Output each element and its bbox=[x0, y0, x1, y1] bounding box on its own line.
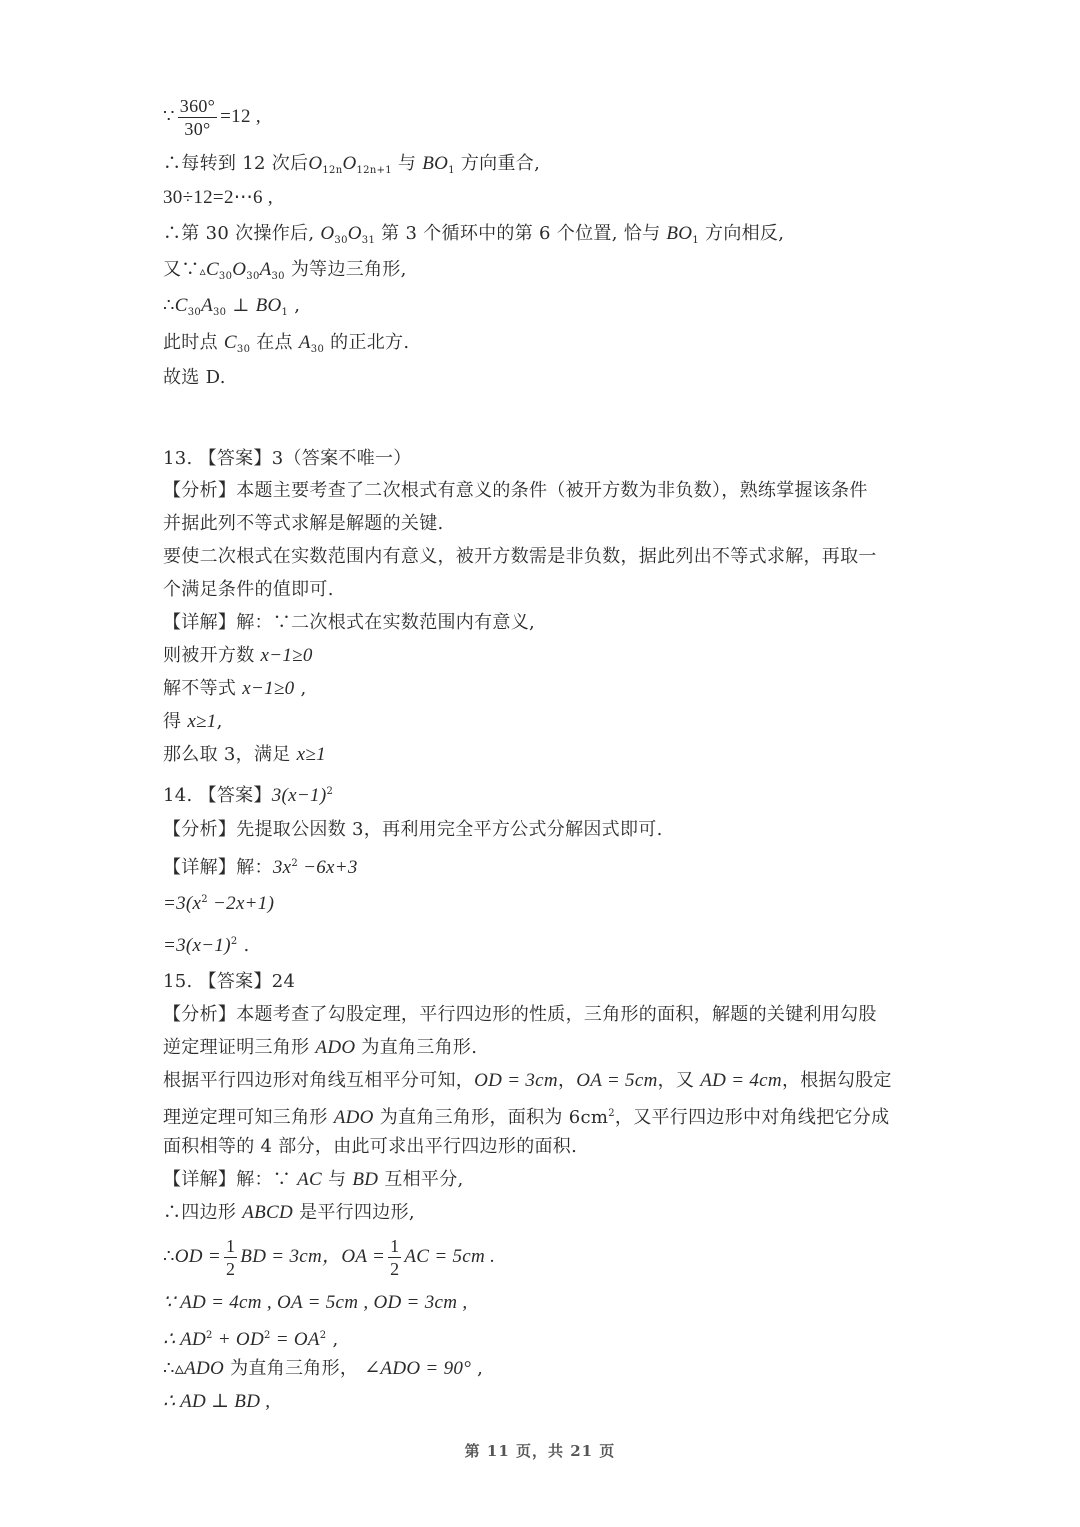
fraction-numerator: 1 bbox=[225, 1235, 236, 1256]
q13-detail-4 bbox=[163, 710, 223, 734]
math: = OA bbox=[270, 1329, 320, 1350]
q13-analysis-2: 并据此列不等式求解是解题的关键. bbox=[163, 513, 444, 534]
math: 3x bbox=[272, 857, 292, 878]
math: C bbox=[205, 259, 219, 280]
subscript: 30 bbox=[236, 344, 251, 355]
q15-analysis-5: 面积相等的 4 部分，由此可求出平行四边形的面积. bbox=[163, 1136, 578, 1157]
text: 是平行四边形, bbox=[293, 1202, 415, 1223]
math: ABCD bbox=[242, 1202, 294, 1223]
math: OD = 3cm bbox=[474, 1070, 558, 1091]
math: =3(x−1) bbox=[163, 935, 231, 956]
text: ∴四边形 bbox=[163, 1202, 243, 1223]
q14-step-2 bbox=[163, 930, 250, 958]
math: ADO bbox=[315, 1037, 356, 1058]
fraction-result: =12 , bbox=[220, 106, 261, 127]
text: 在点 bbox=[250, 332, 299, 353]
q15-detail-5 bbox=[163, 1324, 339, 1352]
subscript: 30 bbox=[310, 344, 325, 355]
superscript: 2 bbox=[291, 858, 299, 869]
q12-line-rotation-period bbox=[163, 152, 540, 183]
text: ， bbox=[557, 1070, 577, 1091]
text: 互相平分, bbox=[378, 1169, 464, 1190]
text: 【详解】解：∵ bbox=[163, 1169, 298, 1190]
q14-answer bbox=[163, 780, 333, 808]
q12-choice: 故选 D. bbox=[163, 367, 226, 388]
text: , bbox=[216, 711, 223, 732]
q13-detail-5 bbox=[163, 743, 326, 767]
text: 根据平行四边形对角线互相平分可知， bbox=[163, 1070, 475, 1091]
text: 14. 【答案】 bbox=[163, 785, 272, 806]
math: A bbox=[259, 259, 272, 280]
triangle-symbol: ▵ bbox=[199, 264, 206, 278]
text: ∴每转到 12 次后 bbox=[163, 153, 309, 174]
text: 逆定理证明三角形 bbox=[163, 1037, 316, 1058]
q15-detail-6 bbox=[163, 1357, 483, 1381]
math: BO bbox=[422, 153, 449, 174]
math: A bbox=[201, 295, 213, 316]
q12-line-fraction bbox=[163, 93, 261, 141]
text: 则被开方数 bbox=[163, 645, 261, 666]
superscript: 2 bbox=[230, 936, 238, 947]
math: OA = 5cm bbox=[576, 1070, 658, 1091]
math: ADO bbox=[184, 1358, 225, 1379]
text: , bbox=[288, 295, 301, 316]
fraction-numerator: 1 bbox=[390, 1235, 400, 1256]
superscript: 2 bbox=[319, 1330, 327, 1341]
text: 此时点 bbox=[163, 332, 224, 353]
subscript: 1 bbox=[281, 307, 289, 318]
subscript: 30 bbox=[271, 271, 285, 282]
q15-analysis-1: 【分析】本题考查了勾股定理，平行四边形的性质，三角形的面积，解题的关键利用勾股 bbox=[163, 1004, 877, 1025]
text: ∴第 30 次操作后, bbox=[163, 223, 321, 244]
q13-answer: 13. 【答案】3（答案不唯一） bbox=[163, 448, 412, 469]
text: 又∵ bbox=[163, 259, 200, 280]
math: ∠ADO = 90° bbox=[364, 1358, 472, 1379]
text: 【详解】解： bbox=[163, 857, 273, 878]
text: 那么取 3，满足 bbox=[163, 744, 297, 765]
math: BD = 3cm， bbox=[240, 1246, 342, 1267]
math-inequality: x≥1 bbox=[187, 711, 217, 732]
subscript: 12n bbox=[322, 165, 343, 176]
math: AC = 5cm . bbox=[404, 1246, 496, 1267]
text: 为直角三角形，面积为 6cm bbox=[373, 1107, 609, 1128]
math: OA = bbox=[341, 1246, 386, 1267]
q13-analysis-3: 要使二次根式在实数范围内有意义，被开方数需是非负数，据此列出不等式求解，再取一 bbox=[163, 546, 877, 567]
math: −6x+3 bbox=[298, 857, 358, 878]
math: O bbox=[342, 153, 357, 174]
subscript: 30 bbox=[246, 271, 260, 282]
subscript: 30 bbox=[218, 271, 233, 282]
superscript: 2 bbox=[263, 1330, 271, 1341]
math: =3(x bbox=[163, 893, 202, 914]
math: O bbox=[232, 259, 247, 280]
math: O bbox=[320, 223, 335, 244]
superscript: 2 bbox=[326, 786, 334, 797]
text: ，又 bbox=[657, 1070, 701, 1091]
subscript: 30 bbox=[212, 307, 227, 318]
subscript: 1 bbox=[692, 235, 699, 246]
math: ∴ AD bbox=[163, 1329, 207, 1350]
therefore-symbol: ∴ bbox=[163, 295, 175, 316]
math: O bbox=[347, 223, 362, 244]
q15-detail-3 bbox=[163, 1234, 495, 1280]
q13-detail-1: 【详解】解：∵二次根式在实数范围内有意义, bbox=[163, 612, 536, 633]
math: BO bbox=[255, 295, 282, 316]
text: 为等边三角形, bbox=[284, 259, 407, 280]
therefore-symbol: ∴ bbox=[163, 1246, 175, 1267]
math-inequality: x≥1 bbox=[296, 744, 326, 765]
q13-detail-2 bbox=[163, 644, 313, 668]
math: + OD bbox=[212, 1329, 264, 1350]
math-expression: 3(x−1) bbox=[271, 785, 327, 806]
q12-line-perpendicular bbox=[163, 294, 300, 325]
fraction-half bbox=[388, 1236, 401, 1279]
q15-detail-4: ∵ AD = 4cm , OA = 5cm , OD = 3cm , bbox=[163, 1292, 468, 1313]
text: 得 bbox=[163, 711, 188, 732]
q14-step-1 bbox=[163, 888, 274, 916]
page-number-footer: 第 11 页，共 21 页 bbox=[464, 1442, 616, 1460]
math: BD bbox=[352, 1169, 379, 1190]
subscript: 1 bbox=[448, 165, 455, 176]
q14-detail bbox=[163, 852, 358, 880]
q12-line-30th-operation bbox=[163, 222, 784, 253]
superscript: 2 bbox=[608, 1108, 615, 1119]
q12-line-north bbox=[163, 331, 409, 362]
subscript: 30 bbox=[187, 307, 202, 318]
text: ，根据勾股定 bbox=[781, 1070, 892, 1091]
text: 方向相反, bbox=[699, 223, 785, 244]
math: −2x+1) bbox=[207, 893, 275, 914]
math: ADO bbox=[333, 1107, 374, 1128]
fraction-denominator: 2 bbox=[225, 1258, 236, 1279]
q13-analysis-1: 【分析】本题主要考查了二次根式有意义的条件（被开方数为非负数），熟练掌握该条件 bbox=[163, 480, 868, 501]
text: ∴▵ bbox=[163, 1358, 185, 1379]
q12-line-equilateral bbox=[163, 258, 407, 289]
fraction-half bbox=[224, 1236, 237, 1279]
text: 为直角三角形， bbox=[224, 1358, 365, 1379]
math: BO bbox=[666, 223, 693, 244]
q15-analysis-2 bbox=[163, 1036, 477, 1060]
fraction-numerator: 360° bbox=[179, 95, 216, 116]
perpendicular-symbol: ⊥ bbox=[226, 295, 256, 316]
math-inequality: x−1≥0 bbox=[260, 645, 313, 666]
q15-answer: 15. 【答案】24 bbox=[163, 971, 296, 992]
q15-detail-1 bbox=[163, 1168, 464, 1192]
math: O bbox=[308, 153, 323, 174]
because-symbol: ∵ bbox=[163, 106, 175, 127]
text: , bbox=[471, 1358, 484, 1379]
q14-analysis: 【分析】先提取公因数 3，再利用完全平方公式分解因式即可. bbox=[163, 819, 663, 840]
math: C bbox=[223, 332, 237, 353]
superscript: 2 bbox=[201, 894, 208, 905]
text: 理逆定理可知三角形 bbox=[163, 1107, 334, 1128]
fraction-360-over-30 bbox=[178, 96, 217, 139]
math: C bbox=[174, 295, 188, 316]
text: 与 bbox=[391, 153, 423, 174]
subscript: 12n+1 bbox=[356, 165, 392, 176]
q13-analysis-4: 个满足条件的值即可. bbox=[163, 579, 334, 600]
text: ，又平行四边形中对角线把它分成 bbox=[614, 1107, 890, 1128]
text: , bbox=[294, 678, 307, 699]
fraction-denominator: 2 bbox=[390, 1258, 400, 1279]
q12-line-division: 30÷12=2⋯6 , bbox=[163, 187, 273, 208]
subscript: 30 bbox=[334, 235, 348, 246]
math: AD = 4cm bbox=[700, 1070, 782, 1091]
q15-detail-2 bbox=[163, 1201, 415, 1225]
math: OD = bbox=[174, 1246, 221, 1267]
text: , bbox=[326, 1329, 339, 1350]
text: 与 bbox=[322, 1169, 353, 1190]
q13-detail-3 bbox=[163, 677, 306, 701]
text: 的正北方. bbox=[324, 332, 410, 353]
q15-analysis-4 bbox=[163, 1102, 889, 1130]
math: AC bbox=[297, 1169, 323, 1190]
fraction-denominator: 30° bbox=[184, 118, 211, 139]
text: . bbox=[237, 935, 250, 956]
math-inequality: x−1≥0 bbox=[242, 678, 295, 699]
text: 为直角三角形. bbox=[355, 1037, 478, 1058]
q15-analysis-3 bbox=[163, 1069, 892, 1093]
math: A bbox=[298, 332, 311, 353]
superscript: 2 bbox=[206, 1330, 213, 1341]
text: 方向重合, bbox=[454, 153, 541, 174]
subscript: 31 bbox=[361, 235, 376, 246]
q15-detail-7: ∴ AD ⊥ BD , bbox=[163, 1391, 271, 1412]
text: 解不等式 bbox=[163, 678, 243, 699]
text: 第 3 个循环中的第 6 个位置, 恰与 bbox=[375, 223, 667, 244]
